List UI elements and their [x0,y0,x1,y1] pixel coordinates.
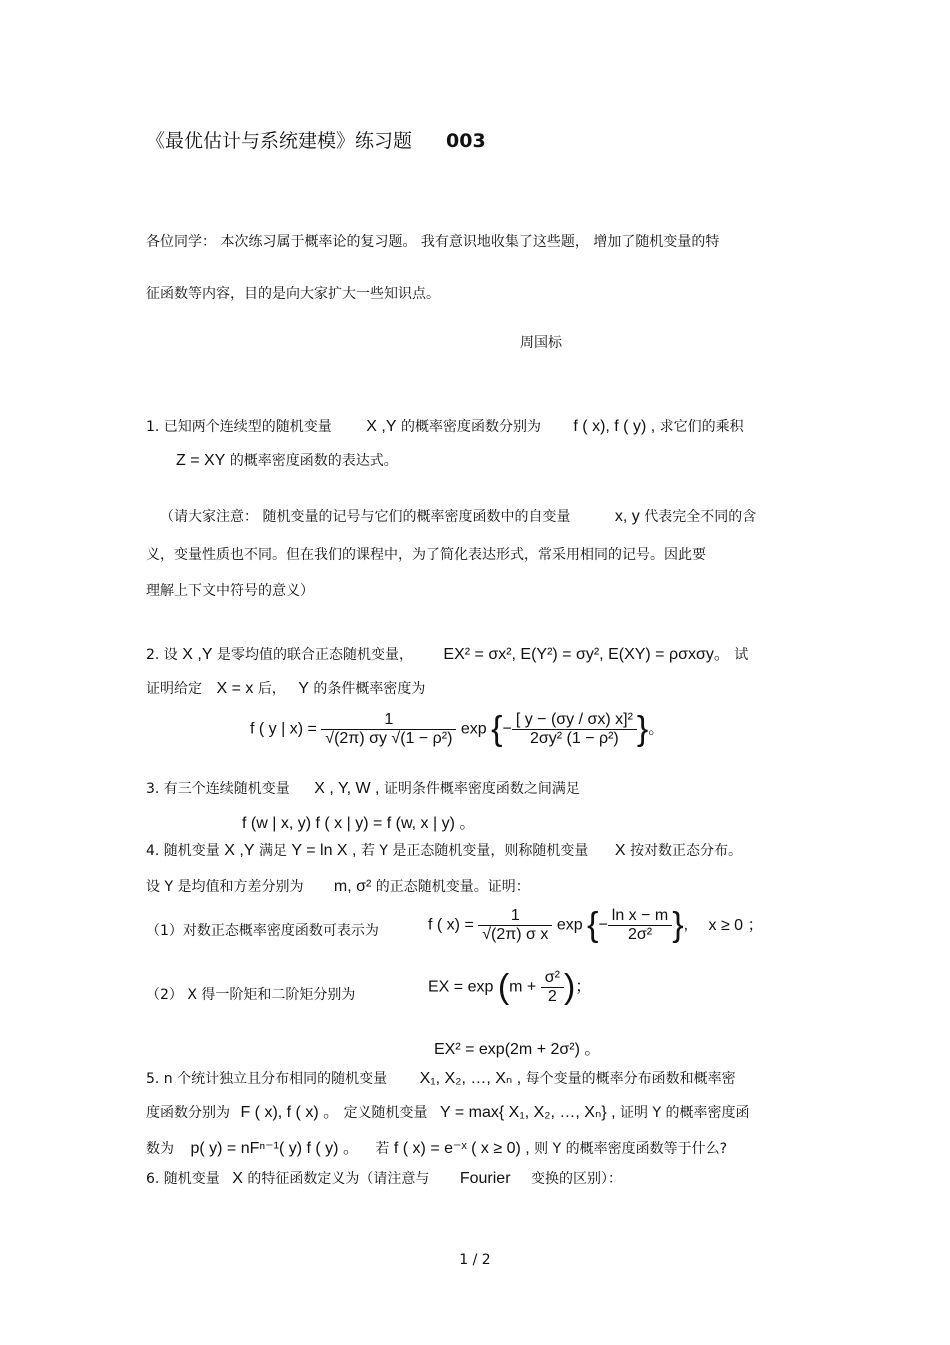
q4-mid1: 满足 [258,843,287,859]
q6-mid: 的特征函数定义为（请注意与 [247,1171,430,1187]
q6-tail: 变换的区别）： [530,1171,622,1187]
q2-fraction [321,711,456,748]
q5-line2-b: 定义随机变量 [343,1105,428,1121]
page-title [146,128,486,154]
q4-p1-fraction [478,907,552,944]
q1-line-2 [176,452,398,470]
q4-prefix: 4. 随机变量 [146,843,220,859]
q4-p1-den: √(2π) σ x [482,926,549,943]
q3-formula: f (w | x, y) f ( x | y) = f (w, x | y) 。 [242,815,476,832]
author: 周国标 [520,335,562,351]
q4-p2-right-paren: ) [563,968,576,1006]
q6-var: X [232,1170,243,1187]
q5-prefix: 5. n 个统计独立且分布相同的随机变量 [146,1071,388,1087]
q2-formula-lhs: f ( y | x) = [250,720,317,738]
q4-p2-left-paren: ( [497,968,510,1006]
q4-line2-a: 设 Y 是均值和方差分别为 [146,879,304,895]
q2-line2-a: 证明给定 [146,681,202,697]
q4-p1-lhs: f ( x) = [428,916,474,934]
intro-line-2: 征函数等内容，目的是向大家扩大一些知识点。 [146,286,440,302]
note-line-1 [160,508,756,526]
q4-line2-b: 的正态随机变量。证明： [375,879,530,895]
q6-word: Fourier [459,1170,511,1187]
q1-line2-text: 的概率密度函数的表达式。 [229,453,398,469]
q2-formula-end: 。 [648,720,665,738]
q5-line2-c: 证明 Y 的概率密度函 [620,1105,750,1121]
q4-var2: X [614,842,626,859]
q5-vars: X₁, X₂, …, Xₙ , [419,1070,522,1087]
q4-p2-inner-a: m + [509,978,537,996]
q5-line3-expr2: f ( x) = e⁻ˣ ( x ≥ 0) , [393,1140,530,1157]
q5-line-1 [146,1070,736,1088]
q2-inner-den: 2σy² (1 − ρ²) [529,730,619,747]
q2-line-2 [146,680,425,698]
q4-p2-num: σ² [541,969,564,988]
q5-line3-expr: p( y) = nFⁿ⁻¹( y) f ( y) 。 [190,1140,359,1157]
q1-tail: 求它们的乘积 [659,419,744,435]
title-number: 003 [446,130,486,152]
q2-line2-expr: X = x [216,680,254,697]
q5-tail: 每个变量的概率分布函数和概率密 [525,1071,736,1087]
q1-vars: X ,Y [366,418,397,435]
q5-line3-b: 若 [375,1141,390,1157]
q1-prefix: 1. 已知两个连续型的随机变量 [146,419,332,435]
q4-p1-exp: exp [556,916,583,934]
q2-vars: X ,Y [182,646,213,663]
q2-left-brace: { [491,710,503,748]
q4-p1-inner-fraction [608,907,672,944]
q4-p2-den: 2 [547,988,557,1005]
q4-p2-end: ； [575,978,592,996]
q4-p1-cond: x ≥ 0 ； [708,916,764,934]
q6-line-1 [146,1170,622,1188]
q1-mid: 的概率密度函数分别为 [400,419,541,435]
q5-line2-expr: Y = max{ X₁, X₂, …, Xₙ} , [440,1104,616,1121]
note-line1-b: 代表完全不同的含 [644,509,757,525]
q2-line2-b: 后， [257,681,286,697]
q4-p1-right-brace: } [672,906,684,944]
q4-mid2: 若 Y 是正态随机变量，则称随机变量 [360,843,589,859]
q4-p2-fraction [541,969,564,1006]
q4-tail: 按对数正态分布。 [629,843,742,859]
q4-p1-inner-num: ln x − m [608,907,672,926]
q5-line-2 [146,1104,749,1122]
q2-tail: 试 [734,647,749,663]
q2-fraction-num: 1 [321,711,456,730]
q2-line2-c: Y [298,680,309,697]
q5-line3-c: 则 Y 的概率密度函数等于什么? [534,1141,728,1157]
q4-p1-inner-den: 2σ² [627,926,653,943]
q5-line2-f: F ( x), f ( x) 。 [240,1104,340,1121]
q2-exp: exp [460,720,487,738]
q1-funcs: f ( x), f ( y) , [573,418,656,435]
q2-line-1 [146,646,748,664]
q4-part2-formula [428,968,591,1007]
title-text: 《最优估计与系统建模》练习题 [146,130,413,152]
q2-mid: 是零均值的联合正态随机变量， [216,647,413,663]
note-line1-a: （请大家注意： 随机变量的记号与它们的概率密度函数中的自变量 [160,509,571,525]
q4-p1-num: 1 [478,907,552,926]
q4-line-1 [146,842,742,860]
q5-line-3 [146,1140,727,1158]
note-vars: x, y [614,508,640,525]
q2-prefix: 2. 设 [146,647,178,663]
q4-vars: X ,Y [224,842,255,859]
note-line-2: 义，变量性质也不同。但在我们的课程中，为了简化表达形式，常采用相同的记号。因此要 [146,547,706,563]
q2-cond: EX² = σx², E(Y²) = σy², E(XY) = ρσxσy。 [443,646,730,663]
q4-p2-lhs: EX = exp [428,978,494,996]
q5-line3-a: 数为 [146,1141,174,1157]
q4-line-2 [146,878,530,896]
q4-expr: Y = ln X , [291,842,357,859]
q3-tail: 证明条件概率密度函数之间满足 [383,781,580,797]
q3-vars: X , Y, W , [314,780,380,797]
note-line-3: 理解上下文中符号的意义） [146,583,314,599]
page-number: 1 / 2 [459,1252,491,1268]
q2-right-brace: } [636,710,649,748]
intro-line-1: 各位同学： 本次练习属于概率论的复习题。 我有意识地收集了这些题， 增加了随机变量的特 [146,234,720,250]
q2-inner-fraction [512,711,637,748]
q4-line2-expr: m, σ² [333,878,372,895]
q2-fraction-den: √(2π) σy √(1 − ρ²) [325,730,453,747]
q3-line-1 [146,780,580,798]
q1-line-1 [146,418,744,436]
q4-part2-label: （2） X 得一阶矩和二阶矩分别为 [146,987,356,1003]
q5-line2-a: 度函数分别为 [146,1105,230,1121]
q2-formula: f ( y | x) = $\frac{1}{\text{√(2π) σy √(1 − ρ²)}}$ exp {− $\frac{\text{[ y − (σy / σx) x]²}}{\text{2σy² (1 − ρ²)}}$ }。 [250,710,665,748]
q4-part3-formula: EX² = exp(2m + 2σ²) 。 [434,1041,601,1058]
q3-prefix: 3. 有三个连续随机变量 [146,781,290,797]
q1-expr: Z = XY [176,452,226,469]
q2-inner-num: [ y − (σy / σx) x]² [512,711,637,730]
q2-line2-d: 的条件概率密度为 [313,681,426,697]
q4-part1-formula: f ( x) = $\frac{1}{\text{√(2π) σ x}}$ exp {− $\frac{\text{ln x − m}}{\text{2σ²}}$ }, x ≥ 0 ； [428,906,764,944]
q4-p1-left-brace: { [587,906,599,944]
q4-part1-label: （1）对数正态概率密度函数可表示为 [146,923,379,939]
q6-prefix: 6. 随机变量 [146,1171,220,1187]
